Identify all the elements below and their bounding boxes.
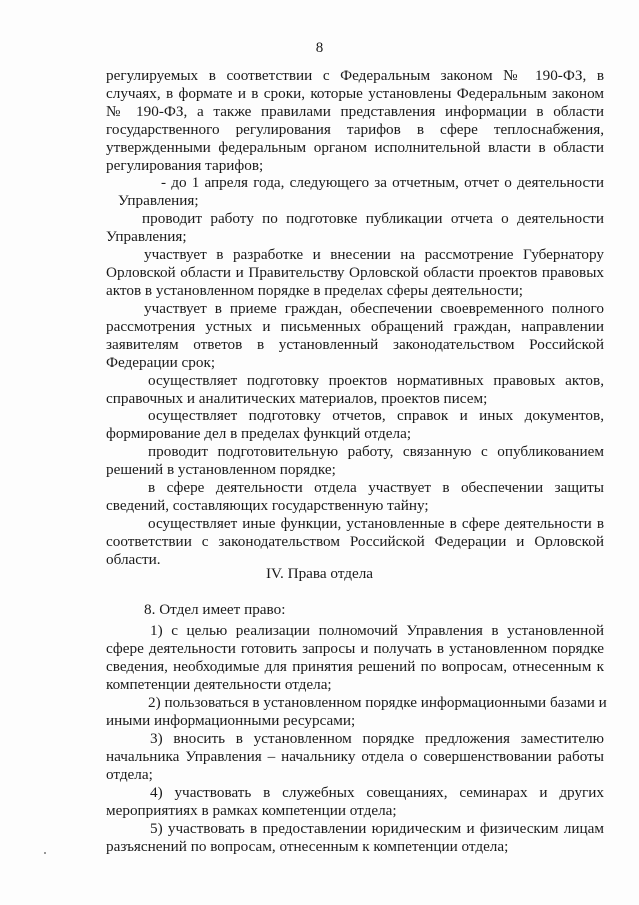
- text-line: актов в установленном порядке в пределах сферы деятельности;: [106, 282, 524, 299]
- scan-speck: [44, 852, 46, 854]
- text-line: случаях, в формате и в сроки, которые установлены Федеральным законом: [106, 85, 604, 102]
- text-line: формирование дел в пределах функций отдела;: [106, 425, 412, 442]
- text-line: начальника Управления – начальнику отдела о совершенствовании работы: [106, 748, 604, 765]
- text-line: 3) вносить в установленном порядке предложения заместителю: [150, 730, 604, 747]
- text-line: разъяснений по вопросам, отнесенным к компетенции отдела;: [106, 838, 509, 855]
- text-line: осуществляет подготовку проектов нормативных правовых актов,: [148, 372, 604, 389]
- text-line: осуществляет иные функции, установленные в сфере деятельности в: [148, 515, 604, 532]
- text-line: сфере деятельности готовить запросы и получать в установленном порядке: [106, 640, 604, 657]
- text-line: мероприятиях в рамках компетенции отдела;: [106, 802, 397, 819]
- text-line: заявителям ответов в установленный законодательством Российской: [106, 336, 604, 353]
- text-line: решений в установленном порядке;: [106, 461, 336, 478]
- text-line: утвержденными федеральным органом исполнительной власти в области: [106, 139, 604, 156]
- text-line: отдела;: [106, 766, 153, 783]
- text-line: осуществляет подготовку отчетов, справок и иных документов,: [148, 407, 604, 424]
- text-line: соответствии с законодательством Российской Федерации и Орловской: [106, 533, 604, 550]
- text-line: государственного регулирования тарифов в сфере теплоснабжения,: [106, 121, 604, 138]
- page-number: 8: [315, 40, 324, 56]
- text-line: справочных и аналитических материалов, проектов писем;: [106, 390, 488, 407]
- text-line: компетенции деятельности отдела;: [106, 676, 332, 693]
- text-line: регулирования тарифов;: [106, 157, 264, 174]
- text-line: Управления;: [106, 228, 187, 245]
- text-line: области.: [106, 551, 161, 568]
- text-line: № 190-ФЗ, а также правилами представления информации в области: [106, 103, 604, 120]
- text-line: участвует в разработке и внесении на рассмотрение Губернатору: [144, 246, 604, 263]
- rights-intro: 8. Отдел имеет право:: [144, 601, 286, 618]
- text-line: в сфере деятельности отдела участвует в обеспечении защиты: [148, 479, 604, 496]
- text-line: проводит работу по подготовке публикации отчета о деятельности: [142, 210, 604, 227]
- section-heading: IV. Права отдела: [265, 565, 374, 582]
- text-line: Федерации срок;: [106, 354, 216, 371]
- text-line: рассмотрения устных и письменных обращений граждан, направлении: [106, 318, 604, 335]
- text-line: иными информационными ресурсами;: [106, 712, 356, 729]
- text-line: сведений, составляющих государственную тайну;: [106, 497, 429, 514]
- text-line: регулируемых в соответствии с Федеральным законом № 190-ФЗ, в: [106, 67, 604, 84]
- text-line: - до 1 апреля года, следующего за отчетным, отчет о деятельности: [161, 174, 604, 191]
- text-line: 5) участвовать в предоставлении юридическим и физическим лицам: [150, 820, 604, 837]
- text-line: Орловской области и Правительству Орловской области проектов правовых: [106, 264, 604, 281]
- text-line: проводит подготовительную работу, связанную с опубликованием: [148, 443, 604, 460]
- text-line: 4) участвовать в служебных совещаниях, семинарах и других: [150, 784, 604, 801]
- text-line: 1) с целью реализации полномочий Управления в установленной: [150, 622, 604, 639]
- text-line: участвует в приеме граждан, обеспечении своевременного полного: [144, 300, 604, 317]
- text-line: 2) пользоваться в установленном порядке информационными базами и: [148, 694, 607, 711]
- text-line: сведения, необходимые для принятия решений по вопросам, отнесенным к: [106, 658, 604, 675]
- text-line: Управления;: [118, 192, 199, 209]
